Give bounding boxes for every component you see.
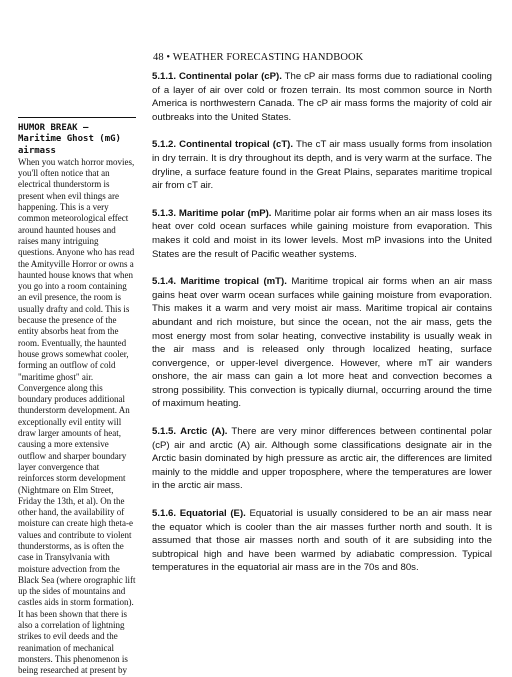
section-number: 5.1.5. bbox=[152, 426, 177, 438]
section-equatorial bbox=[152, 507, 492, 575]
section-number: 5.1.6. bbox=[152, 508, 177, 520]
section-body: Maritime tropical air forms when an air mass gains heat over warm ocean surfaces while gaining moisture from evaporation. This makes it a warm and very moist air mass. Maritime tropical air contains abundant and rich moisture, but since the ocean, not the air mass, gets the most energy most from solar heating, convective instability is usually weak in the air mass and is released only through localized heating, surface convergence, or upper-level divergence. However, where mT air wanders onshore, the air mass can gain a lot more heat and convection becomes a strong possibility. This convection is typically diurnal, occurring around the time of maximum heating. bbox=[152, 276, 492, 410]
section-number: 5.1.3. bbox=[152, 207, 177, 219]
section-maritime-tropical bbox=[152, 275, 492, 411]
running-head: 48 • WEATHER FORECASTING HANDBOOK bbox=[153, 52, 364, 63]
section-body: Maritime polar air forms when an air mass loses its heat over cold ocean surfaces while gaining moisture from evaporation. This makes it cold and moist in its lower levels. Most mP invasions into the United States are the result of Pacific weather systems. bbox=[152, 207, 492, 260]
section-title: Arctic (A). bbox=[180, 426, 228, 438]
sidebar-rule bbox=[18, 117, 136, 118]
section-arctic bbox=[152, 425, 492, 493]
section-body: Equatorial is usually considered to be an air mass near the equator which is cooler than the air masses further north and south. It is assumed that those air masses north and south of it are subsiding into the subtropical high and have been warmed by adiabatic compression. Typical temperatures in the equatorial air mass are in the 70s and 80s. bbox=[152, 508, 492, 574]
section-number: 5.1.1. bbox=[152, 71, 177, 82]
section-title: Maritime tropical (mT). bbox=[180, 276, 287, 288]
humor-break-sidebar bbox=[18, 117, 136, 677]
section-body: There are very minor differences between continental polar (cP) air and arctic (A) air. Although some classifications designate air in the Arctic basin dominated by high pressure as arctic air, the differences are limited mainly to the middle and upper troposphere, where the temperatures are lower in the arctic air mass. bbox=[152, 426, 493, 492]
section-title: Continental polar (cP). bbox=[178, 71, 282, 82]
sidebar-text: When you watch horror movies, you'll often notice that an electrical thunderstorm is present when evil things are happening. This is a very common meteorological effect around haunted houses and raises many intriguing questions. Anyone who has read the Amityville Horror or owns a haunted house knows that when you go into a room containing an evil presence, the room is usually drafty and cold. This is because the presence of the entity absorbs heat from the room. Eventually, the haunted house grows somewhat cooler, forming an outflow of cold "maritime ghost" air. Convergence along this boundary produces additional thunderstorm development. An exceptionally evil entity will draw larger amounts of heat, causing a more extensive outflow and sharper boundary layer convergence that reinforces storm development (Nightmare on Elm Street, Friday the 13th, et al). On the other hand, the availability of moisture can create high theta-e values and contribute to violent thunderstorms, as is often the case in Transylvania with moisture advection from the Black Sea (where orographic lift up the sides of mountains and castles aids in storm formation). It has been shown that there is also a correlation of lightning strikes to evil deeds and the reanimation of mechanical monsters. This phenomenon is being researched at present by bbox=[18, 156, 136, 676]
section-number: 5.1.2. bbox=[152, 139, 177, 151]
section-continental-polar bbox=[152, 70, 492, 124]
main-column bbox=[152, 70, 492, 589]
sidebar-heading: HUMOR BREAK — Maritime Ghost (mG) airmass bbox=[18, 123, 121, 156]
section-maritime-polar bbox=[152, 207, 492, 261]
section-title: Equatorial (E). bbox=[179, 508, 246, 520]
section-body: The cP air mass forms due to radiational cooling of a layer of air over cold or frozen terrain. Its most common source in North America is northwestern Canada. The cP air mass forms the majority of cold air outbreaks into the United States. bbox=[152, 71, 493, 123]
section-continental-tropical bbox=[152, 138, 492, 192]
section-title: Maritime polar (mP). bbox=[178, 207, 272, 219]
section-number: 5.1.4. bbox=[152, 276, 177, 288]
section-body: The cT air mass usually forms from insolation in dry terrain. It is dry throughout its depth, and is very warm at the surface. The dryline, a surface feature found in the Great Plains, separates maritime tropical air from cT air. bbox=[152, 139, 492, 192]
section-title: Continental tropical (cT). bbox=[179, 139, 294, 151]
